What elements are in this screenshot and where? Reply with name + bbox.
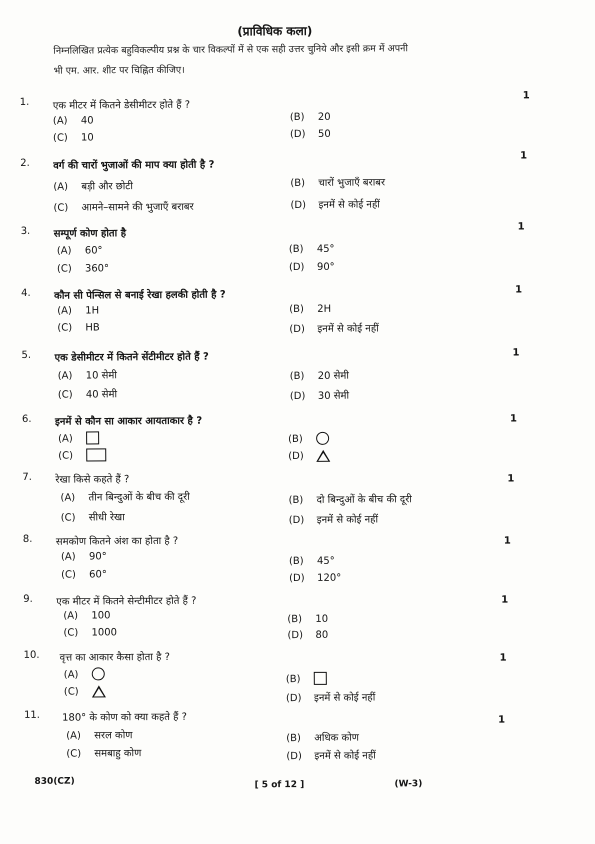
- option-label: (A): [52, 115, 68, 127]
- option-text: 100: [91, 610, 111, 622]
- paper-code: 830(CZ): [34, 776, 75, 787]
- option-a: [66, 727, 132, 741]
- option-d: [286, 747, 375, 762]
- option-label: (D): [288, 261, 305, 274]
- option-label: (C): [57, 389, 73, 401]
- option-b: [289, 491, 412, 506]
- option-a: [63, 610, 110, 621]
- option-text: इनमें से कोई नहीं: [314, 750, 376, 762]
- square-icon: [314, 672, 327, 685]
- option-text: 20: [317, 111, 331, 123]
- option-c: [63, 627, 117, 638]
- option-text: 120°: [317, 572, 342, 584]
- option-d: [290, 129, 331, 140]
- instructions-line-1: निम्नलिखित प्रत्येक बहुविकल्पीय प्रश्न के चार विकल्पों में से एक सही उत्तर चुनिये और इसी क्रम में अपनी: [53, 43, 408, 57]
- option-d: [286, 689, 375, 704]
- marks: 1: [499, 652, 507, 664]
- option-text: इनमें से कोई नहीं: [317, 323, 379, 335]
- question-text: कौन सी पेन्सिल से बनाई रेखा हलकी होती है ?: [54, 289, 226, 302]
- option-label: (D): [287, 629, 304, 642]
- option-text: सीधी रेखा: [88, 512, 125, 524]
- triangle-icon: [92, 685, 106, 697]
- option-label: (C): [66, 748, 82, 760]
- option-a: [64, 667, 105, 680]
- question-number: 6.: [21, 413, 32, 425]
- option-c: [57, 263, 109, 274]
- option-b: [288, 432, 329, 445]
- option-text: 2H: [317, 303, 332, 315]
- option-label: (B): [288, 433, 303, 445]
- option-text: बड़ी और छोटी: [81, 181, 133, 193]
- triangle-icon: [316, 450, 330, 462]
- option-d: [287, 630, 328, 641]
- marks: 1: [503, 535, 511, 547]
- option-b: [289, 304, 331, 315]
- option-label: (B): [289, 370, 305, 383]
- option-b: [290, 112, 331, 123]
- option-text: 80: [315, 629, 329, 641]
- option-c: [53, 199, 193, 214]
- option-b: [287, 614, 328, 625]
- option-text: इनमें से कोई नहीं: [316, 514, 379, 526]
- option-text: दो बिन्दुओं के बीच की दूरी: [316, 494, 412, 506]
- question-number: 9.: [23, 593, 33, 605]
- marks: 1: [517, 221, 525, 233]
- option-label: (A): [58, 433, 73, 445]
- option-label: (D): [289, 128, 306, 141]
- page-title: (प्राविधिक कला): [237, 23, 313, 39]
- option-label: (A): [60, 492, 76, 504]
- option-label: (D): [289, 323, 305, 336]
- option-b: [289, 244, 335, 255]
- question-number: 4.: [21, 287, 31, 299]
- option-label: (A): [57, 305, 72, 317]
- option-label: (C): [57, 322, 73, 334]
- option-c: [66, 745, 141, 760]
- option-label: (B): [285, 673, 301, 685]
- option-text: 90°: [316, 261, 335, 273]
- option-a: [57, 305, 99, 316]
- option-b: [290, 368, 349, 382]
- option-label: (C): [60, 512, 76, 524]
- option-a: [60, 489, 189, 504]
- option-text: 1000: [91, 627, 117, 639]
- question-text: वृत्त का आकार कैसा होता है ?: [59, 651, 170, 664]
- circle-icon: [92, 667, 105, 680]
- question-text: इनमें से कौन सा आकार आयताकार है ?: [54, 415, 203, 428]
- option-c: [64, 685, 106, 697]
- rectangle-icon: [86, 448, 106, 461]
- option-label: (A): [60, 551, 76, 563]
- question-text: 180° के कोण को क्या कहते हैं ?: [62, 711, 187, 724]
- option-d: [289, 320, 378, 335]
- option-text: समबाहु कोण: [94, 748, 142, 760]
- option-label: (D): [290, 199, 307, 212]
- option-label: (D): [289, 390, 306, 403]
- option-text: HB: [85, 322, 100, 334]
- option-label: (A): [63, 669, 79, 681]
- question-text: रेखा किसे कहते हैं ?: [55, 474, 130, 486]
- option-c: [61, 569, 107, 580]
- option-text: 360°: [84, 263, 110, 275]
- marks: 1: [507, 473, 515, 485]
- option-label: (D): [288, 450, 304, 463]
- marks: 1: [522, 90, 530, 102]
- option-label: (A): [63, 610, 79, 622]
- option-text: सरल कोण: [94, 730, 133, 742]
- option-label: (A): [53, 181, 69, 193]
- option-c: [58, 386, 117, 400]
- marks: 1: [501, 594, 509, 606]
- option-d: [288, 450, 330, 462]
- option-text: तीन बिन्दुओं के बीच की दूरी: [88, 491, 190, 504]
- question-text: एक डेसीमीटर में कितने सेंटीमीटर होते हैं ?: [54, 351, 209, 364]
- option-text: इनमें से कोई नहीं: [318, 199, 380, 211]
- option-text: 20 सेमी: [317, 370, 349, 382]
- option-d: [289, 262, 335, 273]
- option-text: 10: [80, 132, 94, 144]
- page-number: [ 5 of 12 ]: [254, 779, 305, 791]
- option-text: 10: [315, 613, 329, 625]
- option-c: [57, 322, 99, 333]
- option-label: (B): [288, 243, 304, 256]
- option-label: (C): [56, 263, 72, 275]
- option-a: [57, 245, 103, 256]
- marks: 1: [520, 150, 528, 162]
- option-label: (B): [288, 555, 304, 568]
- option-text: 60°: [89, 569, 107, 581]
- option-text: आमने–सामने की भुजाएँ बराबर: [81, 201, 194, 214]
- option-d: [289, 573, 341, 584]
- option-label: (A): [66, 730, 81, 742]
- question-number: 2.: [20, 157, 30, 169]
- option-label: (D): [289, 572, 305, 585]
- option-text: अधिक कोण: [314, 732, 360, 744]
- option-c: [58, 448, 106, 461]
- option-b: [286, 672, 327, 685]
- marks: 1: [515, 284, 523, 296]
- option-label: (C): [53, 202, 69, 214]
- marks: 1: [512, 347, 520, 359]
- option-text: 30 सेमी: [317, 390, 350, 402]
- option-d: [290, 388, 349, 402]
- option-label: (B): [289, 111, 305, 124]
- option-label: (C): [63, 627, 79, 639]
- circle-icon: [316, 432, 329, 445]
- question-number: 10.: [23, 649, 40, 661]
- option-text: 40: [80, 115, 94, 127]
- option-a: [61, 551, 107, 562]
- option-label: (B): [289, 303, 304, 316]
- question-text: समकोण कितने अंश का होता है ?: [55, 535, 179, 548]
- option-b: [290, 174, 385, 189]
- option-a: [58, 431, 99, 444]
- marks: 1: [498, 714, 506, 726]
- question-number: 3.: [20, 225, 31, 237]
- option-text: 45°: [316, 243, 335, 255]
- option-text: 40 सेमी: [85, 389, 118, 401]
- option-text: 45°: [316, 555, 335, 567]
- option-text: 50: [317, 128, 331, 140]
- option-label: (C): [61, 569, 76, 581]
- option-text: चारों भुजाएँ बराबर: [318, 177, 386, 189]
- option-label: (C): [58, 450, 74, 462]
- question-number: 8.: [22, 533, 33, 545]
- question-number: 5.: [21, 349, 32, 361]
- question-number: 11.: [24, 709, 41, 721]
- option-b: [286, 730, 359, 745]
- option-label: (A): [56, 245, 72, 257]
- question-text: एक मीटर में कितने डेसीमीटर होते हैं ?: [52, 99, 191, 112]
- option-text: इनमें से कोई नहीं: [313, 692, 376, 704]
- option-label: (A): [57, 370, 73, 382]
- option-text: 60°: [84, 245, 103, 257]
- option-c: [61, 509, 125, 523]
- option-label: (B): [288, 494, 304, 507]
- question-text: सम्पूर्ण कोण होता है: [53, 228, 127, 240]
- set-code: (W-3): [394, 779, 423, 790]
- option-label: (D): [286, 750, 302, 763]
- option-label: (C): [52, 132, 68, 144]
- option-c: [53, 132, 94, 143]
- option-b: [289, 556, 335, 567]
- question-text: एक मीटर में कितने सेन्टीमीटर होते हैं ?: [56, 595, 197, 608]
- option-a: [53, 115, 94, 126]
- instructions-line-2: भी एम. आर. शीट पर चिह्नित कीजिए।: [53, 64, 185, 77]
- option-label: (D): [288, 514, 305, 527]
- option-label: (B): [286, 733, 301, 745]
- question-number: 1.: [19, 96, 30, 108]
- option-label: (C): [63, 686, 79, 698]
- option-label: (B): [290, 177, 306, 190]
- option-label: (B): [287, 613, 303, 626]
- option-a: [58, 367, 117, 381]
- option-text: 1H: [85, 305, 100, 317]
- option-d: [289, 511, 378, 526]
- option-label: (D): [285, 692, 302, 705]
- option-a: [53, 178, 133, 193]
- marks: 1: [509, 413, 518, 425]
- option-text: 90°: [88, 551, 107, 563]
- option-d: [290, 196, 379, 211]
- option-text: 10 सेमी: [85, 370, 117, 382]
- square-icon: [86, 431, 99, 444]
- question-number: 7.: [22, 471, 32, 483]
- question-text: वर्ग की चारों भुजाओं की माप क्या होती है ?: [53, 159, 215, 172]
